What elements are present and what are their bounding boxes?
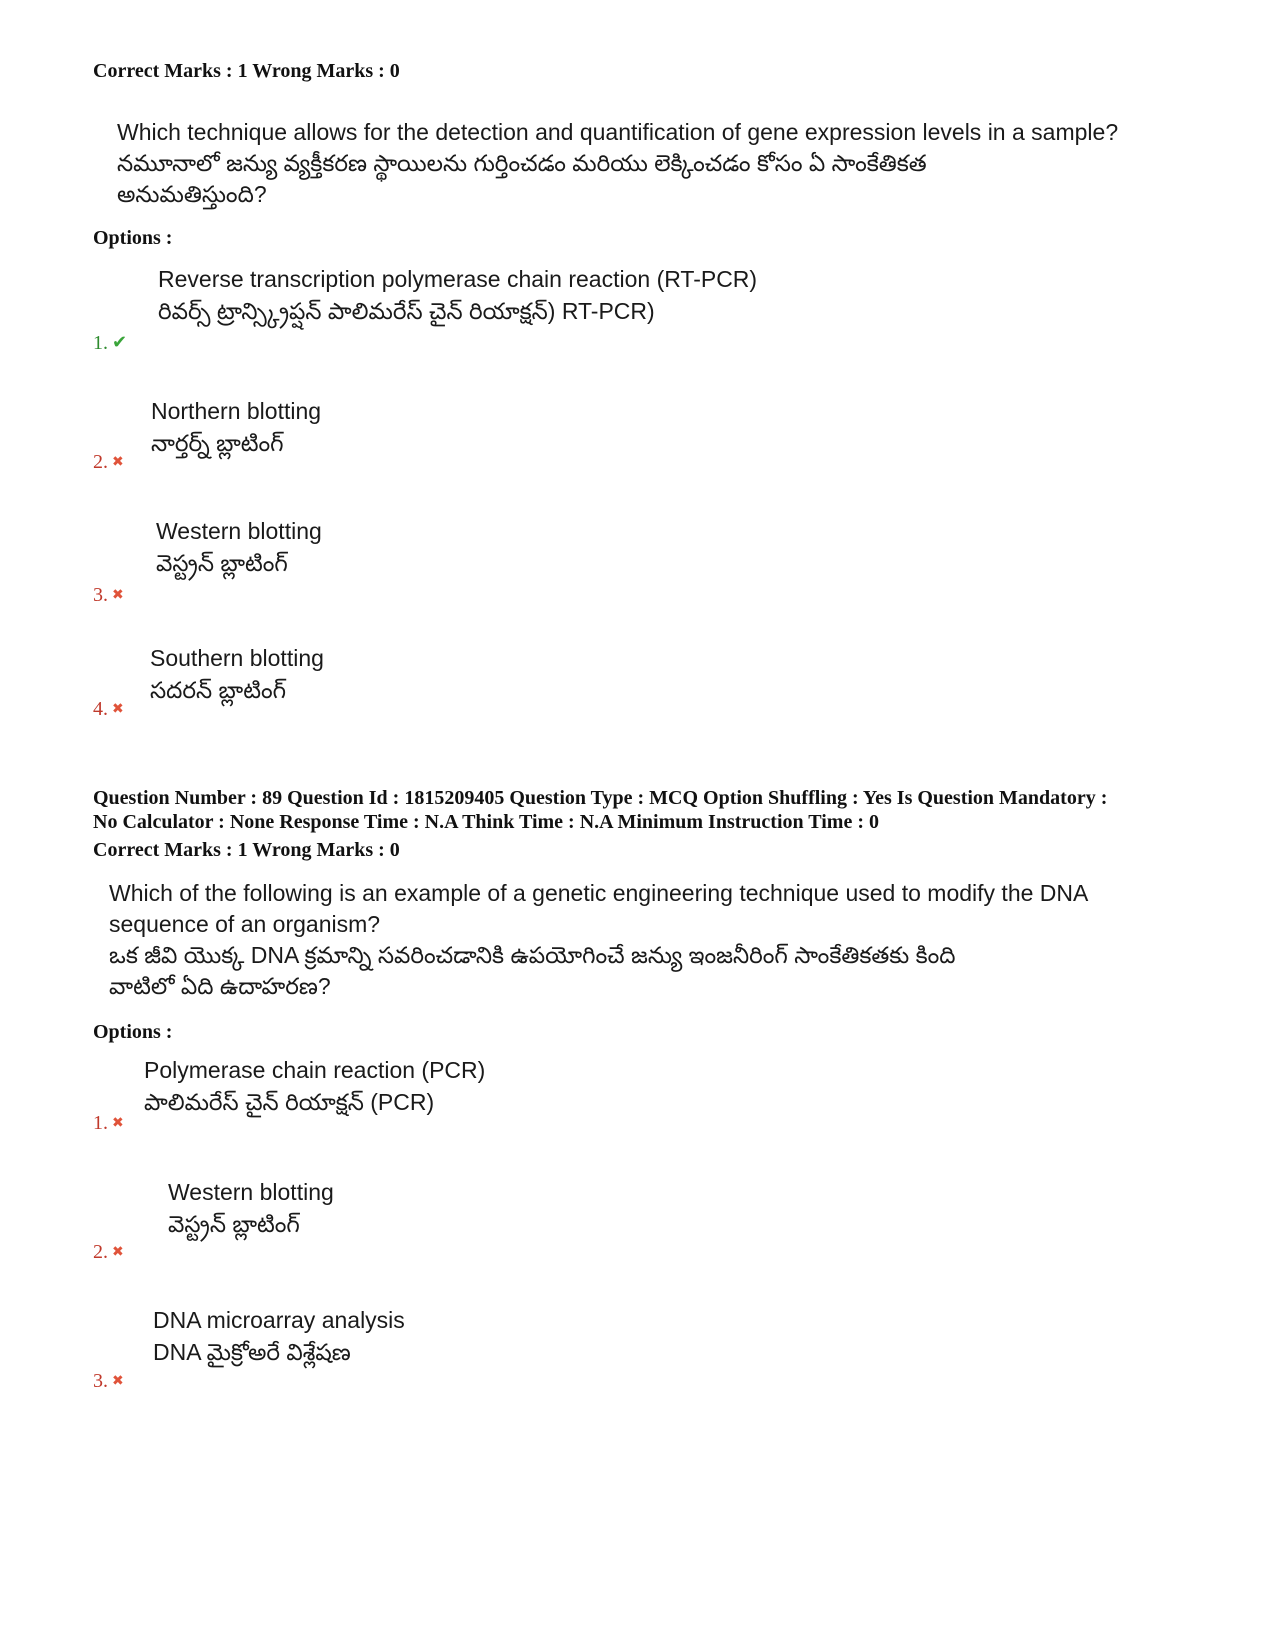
cross-icon: ✖	[112, 1115, 124, 1131]
question-text-en: Which technique allows for the detection and quantification of gene expression levels in a sample?	[117, 119, 1119, 145]
option-3-te: DNA మైక్రోఅరే విశ్లేషణ	[153, 1339, 351, 1365]
option-1-number	[93, 332, 127, 354]
question-header-line1: Question Number : 89 Question Id : 1815209405 Question Type : MCQ Option Shuffling : Yes Is Question Mandatory :	[93, 787, 1108, 809]
option-4-te: సదరన్ బ్లాటింగ్	[150, 677, 287, 703]
question-text-te-line2: వాటిలో ఏది ఉదాహరణ?	[109, 973, 331, 999]
question-header	[93, 786, 1107, 834]
cross-icon: ✖	[112, 1244, 124, 1260]
options-label: Options :	[93, 1021, 173, 1043]
option-1-en: Polymerase chain reaction (PCR)	[144, 1057, 486, 1083]
question-header-line2: No Calculator : None Response Time : N.A Think Time : N.A Minimum Instruction Time : 0	[93, 811, 879, 833]
option-2-number	[93, 451, 124, 473]
cross-icon: ✖	[112, 587, 124, 603]
option-3-text	[153, 1304, 405, 1368]
option-2-number	[93, 1241, 124, 1263]
option-3-te: వెస్ట్రన్ బ్లాటింగ్	[156, 550, 288, 576]
option-3-text	[156, 515, 322, 579]
option-1-te: రివర్స్ ట్రాన్స్క్రిప్షన్ పాలిమరేస్ చైన్ రియాక్షన్) RT-PCR)	[158, 298, 655, 324]
option-number: 3.	[93, 584, 108, 606]
question-text-te-line2: అనుమతిస్తుంది?	[117, 181, 267, 207]
marks-line: Correct Marks : 1 Wrong Marks : 0	[93, 839, 400, 861]
option-number: 2.	[93, 451, 108, 473]
option-3-en: DNA microarray analysis	[153, 1307, 405, 1333]
option-1-en: Reverse transcription polymerase chain reaction (RT-PCR)	[158, 266, 758, 292]
question-text-te-line1: ఒక జీవి యొక్క DNA క్రమాన్ని సవరించడానికి ఉపయోగించే జన్యు ఇంజనీరింగ్ సాంకేతికతకు కింది	[109, 942, 956, 968]
option-2-text	[151, 395, 321, 459]
option-3-en: Western blotting	[156, 518, 322, 544]
option-number: 4.	[93, 698, 108, 720]
option-3-number	[93, 1370, 124, 1392]
option-number: 2.	[93, 1241, 108, 1263]
question-text	[109, 878, 1088, 1002]
option-3-number	[93, 584, 124, 606]
option-1-te: పాలిమరేస్ చైన్ రియాక్షన్ (PCR)	[144, 1089, 435, 1115]
option-4-number	[93, 698, 124, 720]
option-number: 1.	[93, 332, 108, 354]
question-text-en-line2: sequence of an organism?	[109, 911, 381, 937]
question-text-en-line1: Which of the following is an example of a genetic engineering technique used to modify the DNA	[109, 880, 1089, 906]
option-1-text	[144, 1054, 485, 1118]
option-2-en: Western blotting	[168, 1179, 334, 1205]
option-4-text	[150, 642, 324, 706]
marks-line: Correct Marks : 1 Wrong Marks : 0	[93, 60, 400, 82]
cross-icon: ✖	[112, 454, 124, 470]
question-text	[117, 117, 1118, 210]
option-number: 3.	[93, 1370, 108, 1392]
check-icon: ✔	[112, 332, 128, 353]
cross-icon: ✖	[112, 1373, 124, 1389]
option-2-te: వెస్ట్రన్ బ్లాటింగ్	[168, 1211, 300, 1237]
question-text-te-line1: నమూనాలో జన్యు వ్యక్తీకరణ స్థాయిలను గుర్తించడం మరియు లెక్కించడం కోసం ఏ సాంకేతికత	[117, 150, 927, 176]
option-1-text	[158, 263, 757, 327]
option-2-en: Northern blotting	[151, 398, 322, 424]
option-2-te: నార్తర్న్ బ్లాటింగ్	[151, 430, 284, 456]
options-label: Options :	[93, 227, 173, 249]
option-1-number	[93, 1112, 124, 1134]
option-4-en: Southern blotting	[150, 645, 324, 671]
cross-icon: ✖	[112, 701, 124, 717]
option-number: 1.	[93, 1112, 108, 1134]
option-2-text	[168, 1176, 334, 1240]
